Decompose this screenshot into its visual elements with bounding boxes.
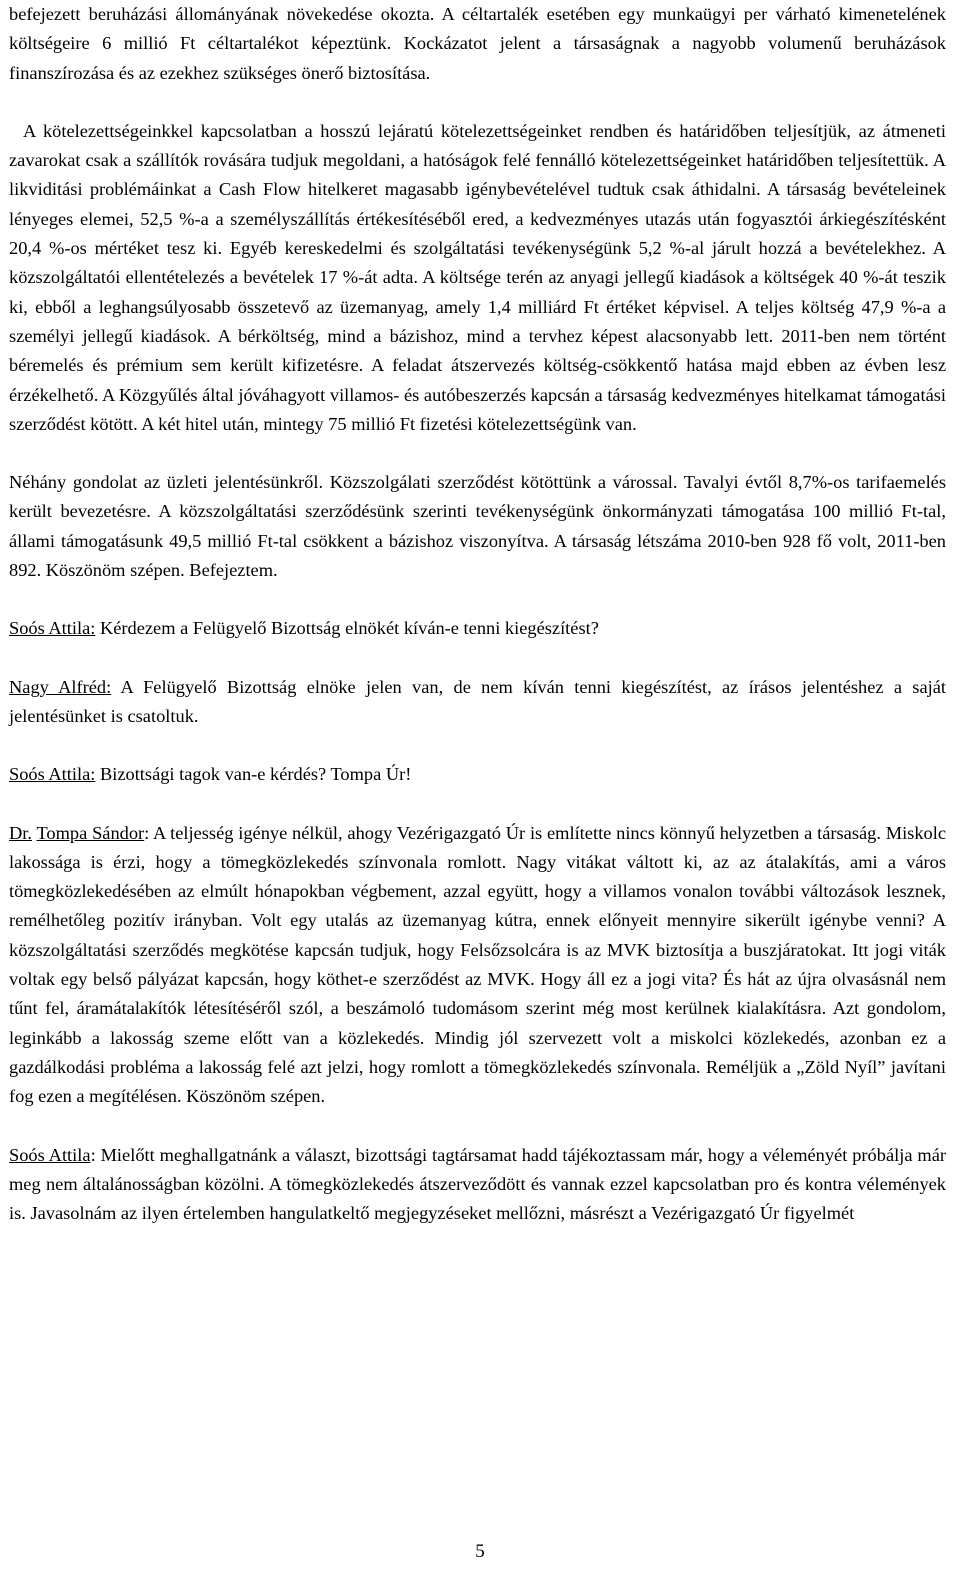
speech-text: : A teljesség igénye nélkül, ahogy Vezérigazgató Úr is említette nincs könnyű helyzetben a társaság. Miskolc lakossága is érzi, hogy a tömegközlekedés színvonala romlott. Nagy vitákat váltott ki, az az átalakítás, ami a város tömegközlekedésében az elmúlt hónapokban végbement, azzal együtt, hogy a villamos vonalon további változások lesznek, remélhetőleg pozitív irányban. Volt egy utalás az üzemanyag kútra, ennek előnyeit mennyire sikerült igénybe venni? A közszolgáltatási szerződés megkötése kapcsán tudjuk, hogy Felsőzsolcára is az MVK biztosítja a buszjáratokat. Itt jogi viták voltak egy belső pályázat kapcsán, hogy köthet-e szerződést az MVK. Hogy áll ez a jogi vita? És hát az újra olvasásnál nem tűnt fel, áramátalakítók létesítéséről szól, a beszámoló tudomásom szerint még most kerülnek kialakításra. Azt gondolom, leginkább a lakosság szeme előtt van a közlekedés. Mindig jól szervezett volt a miskolci közlekedés, azonban ez a gazdálkodási probléma a lakosság felé azt jelzi, hogy romlott a tömegközlekedés színvonala. Reméljük a „Zöld Nyíl” javítani fog ezen a megítélésen. Köszönöm szépen. [9, 822, 947, 1107]
paragraph-gap [9, 1112, 946, 1141]
paragraph-gap [9, 790, 946, 819]
speaker-name: Tompa Sándor [36, 822, 145, 843]
paragraph-gap [9, 88, 946, 117]
speech-turn-tompa [9, 819, 946, 1112]
speaker-name: Soós Attila: [9, 764, 96, 785]
paragraph-liabilities: A kötelezettségeinkkel kapcsolatban a hosszú lejáratú kötelezettségeinket rendben és határidőben teljesítjük, az átmeneti zavarokat csak a szállítók rovására tudjuk megoldani, a hatóságok felé fennálló kötelezettségeinket határidőben teljesítettük. A likviditási problémáinkat a Cash Flow hitelkeret magasabb igénybevételével tudtuk csak áthidalni. A társaság bevételeinek lényeges elemei, 52,5 %-a a személyszállítás értékesítéséből ered, a kedvezményes utazás után fogyasztói árkiegészítésként 20,4 %-os mértéket tesz ki. Egyéb kereskedelmi és szolgáltatási tevékenységünk 5,2 %-al járult hozzá a bevételekhez. A közszolgáltatói ellentételezés a bevételek 17 %-át adta. A költsége terén az anyagi jellegű kiadások a költségek 40 %-át teszik ki, ebből a leghangsúlyosabb összetevő az üzemanyag, amely 1,4 milliárd Ft értéket képvisel. A teljes költség 47,9 %-a a személyi jellegű kiadások. A bérköltség, mind a bázishoz, mind a tervhez képest alacsonyabb lett. 2011-ben nem történt béremelés és prémium sem került kifizetésre. A feladat átszervezés költség-csökkentő hatása majd ebben az évben lesz érzékelhető. A Közgyűlés által jóváhagyott villamos- és autóbeszerzés kapcsán a társaság kedvezményes hitelkamat támogatási szerződést kötött. A két hitel után, mintegy 75 millió Ft fizetési kötelezettségünk van. [9, 120, 946, 434]
speaker-name: Soós Attila [9, 1144, 91, 1165]
paragraph-gap [9, 644, 946, 673]
speech-turn-soos-3 [9, 1141, 946, 1229]
document-page [9, 0, 946, 1228]
speech-text: Kérdezem a Felügyelő Bizottság elnökét kíván-e tenni kiegészítést? [95, 618, 599, 639]
paragraph-business-report: Néhány gondolat az üzleti jelentésünkről. Közszolgálati szerződést kötöttünk a várossal. Tavalyi évtől 8,7%-os tarifaemelés került bevezetésre. A közszolgáltatási szerződésünk szerinti tevékenységünk önkormányzati támogatása 100 millió Ft-tal, állami támogatásunk 49,5 millió Ft-tal csökkent a bázishoz viszonyítva. A társaság létszáma 2010-ben 928 fő volt, 2011-ben 892. Köszönöm szépen. Befejeztem. [9, 472, 946, 581]
paragraph-investment: befejezett beruházási állományának növekedése okozta. A céltartalék esetében egy munkaügyi per várható kimenetelének költségeire 6 millió Ft céltartalékot képeztünk. Kockázatot jelent a társaságnak a nagyobb volumenű beruházások finanszírozása és az ezekhez szükséges önerő biztosítása. [9, 4, 946, 83]
speaker-name: Soós Attila: [9, 618, 96, 639]
speech-text: A Felügyelő Bizottság elnöke jelen van, de nem kíván tenni kiegészítést, az írásos jelentéshez a saját jelentésünket is csatoltuk. [9, 676, 946, 726]
page-number: 5 [475, 1541, 485, 1562]
paragraph-gap [9, 439, 946, 468]
speech-text: Bizottsági tagok van-e kérdés? Tompa Úr! [95, 764, 412, 785]
speaker-name: Nagy Alfréd: [9, 676, 112, 697]
speaker-title: Dr. [9, 822, 32, 843]
speech-turn-soos-2 [9, 760, 946, 789]
paragraph-gap [9, 585, 946, 614]
paragraph-gap [9, 731, 946, 760]
speech-turn-nagy [9, 673, 946, 732]
speech-text: : Mielőtt meghallgatnánk a választ, bizottsági tagtársamat hadd tájékoztassam már, hogy a véleményét próbálja már meg nem általánosságban közölni. A tömegközlekedés átszerveződött és vannak ezzel kapcsolatban pro és kontra vélemények is. Javasolnám az ilyen értelemben hangulatkeltő megjegyzéseket mellőzni, másrészt a Vezérigazgató Úr figyelmét [9, 1144, 946, 1224]
speech-turn-soos-1 [9, 614, 946, 643]
